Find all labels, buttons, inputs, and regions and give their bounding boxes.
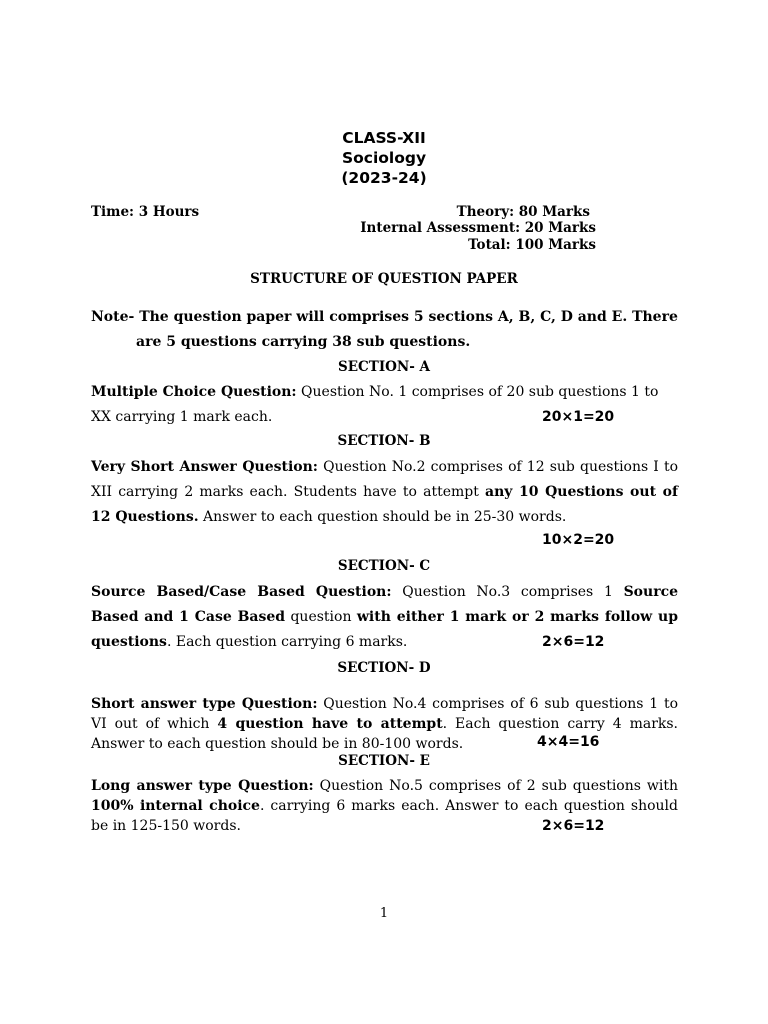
time-label: Time: 3 Hours bbox=[91, 204, 200, 220]
section-c-bold-1: Source Based and 1 Case Based bbox=[91, 584, 678, 625]
section-e-text-2: . carrying 6 marks each. Answer to each question should be in 125-150 words. bbox=[91, 798, 678, 834]
section-d-heading: SECTION- D bbox=[337, 660, 431, 676]
section-b-bold-1: any 10 Questions out of 12 Questions. bbox=[91, 484, 678, 525]
section-e-marks: 2×6=12 bbox=[542, 818, 605, 834]
total-marks: Total: 100 Marks bbox=[468, 237, 596, 253]
note-line-2: are 5 questions carrying 38 sub questions. bbox=[136, 334, 471, 350]
section-b-marks: 10×2=20 bbox=[542, 532, 615, 548]
subject-title: Sociology bbox=[341, 149, 427, 167]
section-d-marks: 4×4=16 bbox=[537, 734, 600, 750]
section-b-paragraph bbox=[91, 455, 678, 530]
section-d-text-1: Question No.4 comprises of 6 sub questions 1 to VI out of which bbox=[91, 696, 678, 732]
section-c-text-2: question bbox=[285, 609, 357, 625]
section-c-heading: SECTION- C bbox=[337, 558, 431, 574]
section-b-heading: SECTION- B bbox=[337, 433, 431, 449]
section-e-bold-1: 100% internal choice bbox=[91, 798, 260, 814]
section-e-heading: SECTION- E bbox=[338, 753, 430, 769]
section-b-text-2: Answer to each question should be in 25-30 words. bbox=[198, 509, 567, 525]
section-d-bold-1: 4 question have to attempt bbox=[217, 716, 443, 732]
page-number: 1 bbox=[379, 906, 389, 921]
section-c-text-1: Question No.3 comprises 1 bbox=[391, 584, 624, 600]
section-a-marks: 20×1=20 bbox=[542, 409, 615, 425]
section-c-text-3: . Each question carrying 6 marks. bbox=[166, 634, 408, 650]
section-c-marks: 2×6=12 bbox=[542, 634, 605, 650]
internal-assessment-marks: Internal Assessment: 20 Marks bbox=[360, 220, 596, 236]
class-title: CLASS-XII bbox=[342, 129, 426, 147]
section-e-text-1: Question No.5 comprises of 2 sub questions with bbox=[313, 778, 678, 794]
section-d-text-2: . Each question carry 4 marks. Answer to each question should be in 80-100 words. bbox=[91, 716, 679, 752]
section-e-type: Long answer type Question: bbox=[91, 778, 314, 794]
theory-marks: Theory: 80 Marks bbox=[456, 204, 590, 220]
section-a-heading: SECTION- A bbox=[337, 359, 431, 375]
section-a-text-2: XX carrying 1 mark each. bbox=[91, 409, 273, 425]
section-a-text-1: Question No. 1 comprises of 20 sub questions 1 to bbox=[296, 384, 659, 400]
section-a-paragraph bbox=[91, 380, 678, 430]
section-b-type: Very Short Answer Question: bbox=[91, 459, 318, 475]
section-c-bold-2: with either 1 mark or 2 marks follow up questions bbox=[91, 609, 678, 650]
section-d-type: Short answer type Question: bbox=[91, 696, 318, 712]
session-year: (2023-24) bbox=[341, 169, 427, 187]
note-line-1: Note- The question paper will comprises 5 sections A, B, C, D and E. There bbox=[91, 309, 678, 325]
section-b-text-1: Question No.2 comprises of 12 sub questions I to XII carrying 2 marks each. Students have to attempt bbox=[91, 459, 679, 500]
section-c-type: Source Based/Case Based Question: bbox=[91, 584, 392, 600]
section-a-type: Multiple Choice Question: bbox=[91, 384, 297, 400]
structure-heading: STRUCTURE OF QUESTION PAPER bbox=[250, 271, 518, 287]
